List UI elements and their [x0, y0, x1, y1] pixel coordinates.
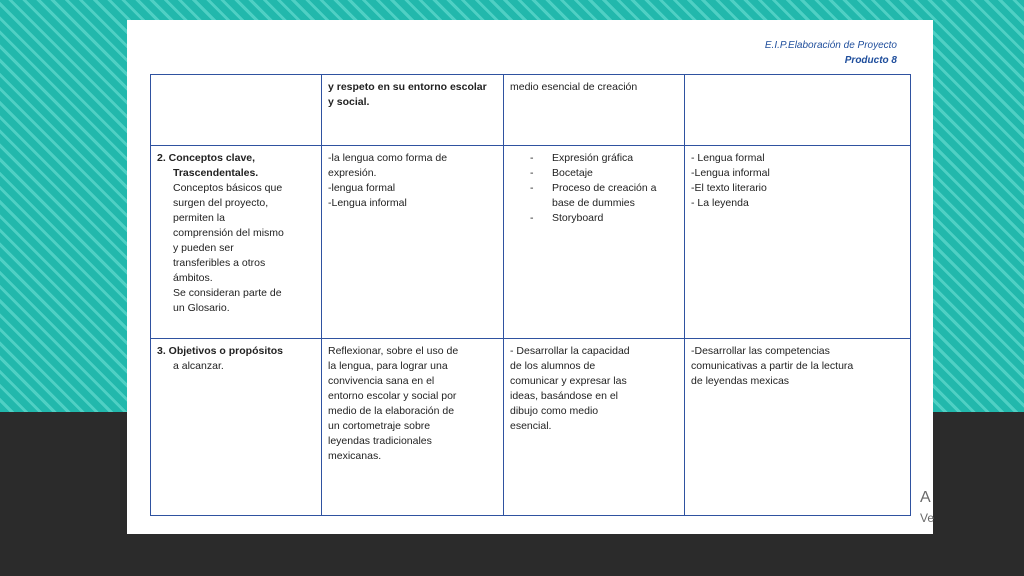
slide-page — [127, 20, 933, 534]
table-row — [151, 338, 911, 515]
row2-heading-cell: 2. Conceptos clave, Trascendentales. Conceptos básicos que surgen del proyecto, permiten la comprensión del mismo y pueden ser transferibles a otros ámbitos. Se consideran parte de un Glosario. — [151, 146, 322, 338]
list-item: - Proceso de creación a base de dummies — [530, 181, 678, 211]
header-product: Producto 8 — [844, 55, 897, 66]
activation-watermark: A Ve — [920, 489, 935, 525]
table-row — [151, 75, 911, 146]
row1-col3-cell: medio esencial de creación — [504, 75, 685, 146]
row3-col2-cell: Reflexionar, sobre el uso de la lengua, para lograr una convivencia sana en el entorno escolar y social por medio de la elaboración de un cortometraje sobre leyendas tradicionales mexicanas. — [322, 338, 504, 515]
list-item: - Expresión gráfica — [530, 151, 678, 166]
header-title: E.I.P.Elaboración de Proyecto — [764, 40, 897, 51]
project-table — [150, 74, 911, 516]
row3-col4-cell: -Desarrollar las competencias comunicativas a partir de la lectura de leyendas mexicas — [685, 338, 911, 515]
dash-list — [510, 151, 678, 226]
table-row — [151, 146, 911, 338]
list-item: - Storyboard — [530, 211, 678, 226]
row2-col2-cell: -la lengua como forma de expresión. -lengua formal -Lengua informal — [322, 146, 504, 338]
row1-col4-cell — [685, 75, 911, 146]
list-item: - Bocetaje — [530, 166, 678, 181]
row2-col4-cell: - Lengua formal -Lengua informal -El texto literario - La leyenda — [685, 146, 911, 338]
row2-col3-cell — [504, 146, 685, 338]
row1-col2-cell: y respeto en su entorno escolar y social. — [322, 75, 504, 146]
row3-col3-cell: - Desarrollar la capacidad de los alumnos de comunicar y expresar las ideas, basándose en el dibujo como medio esencial. — [504, 338, 685, 515]
row3-heading-cell: 3. Objetivos o propósitos a alcanzar. — [151, 338, 322, 515]
row1-heading-cell — [151, 75, 322, 146]
